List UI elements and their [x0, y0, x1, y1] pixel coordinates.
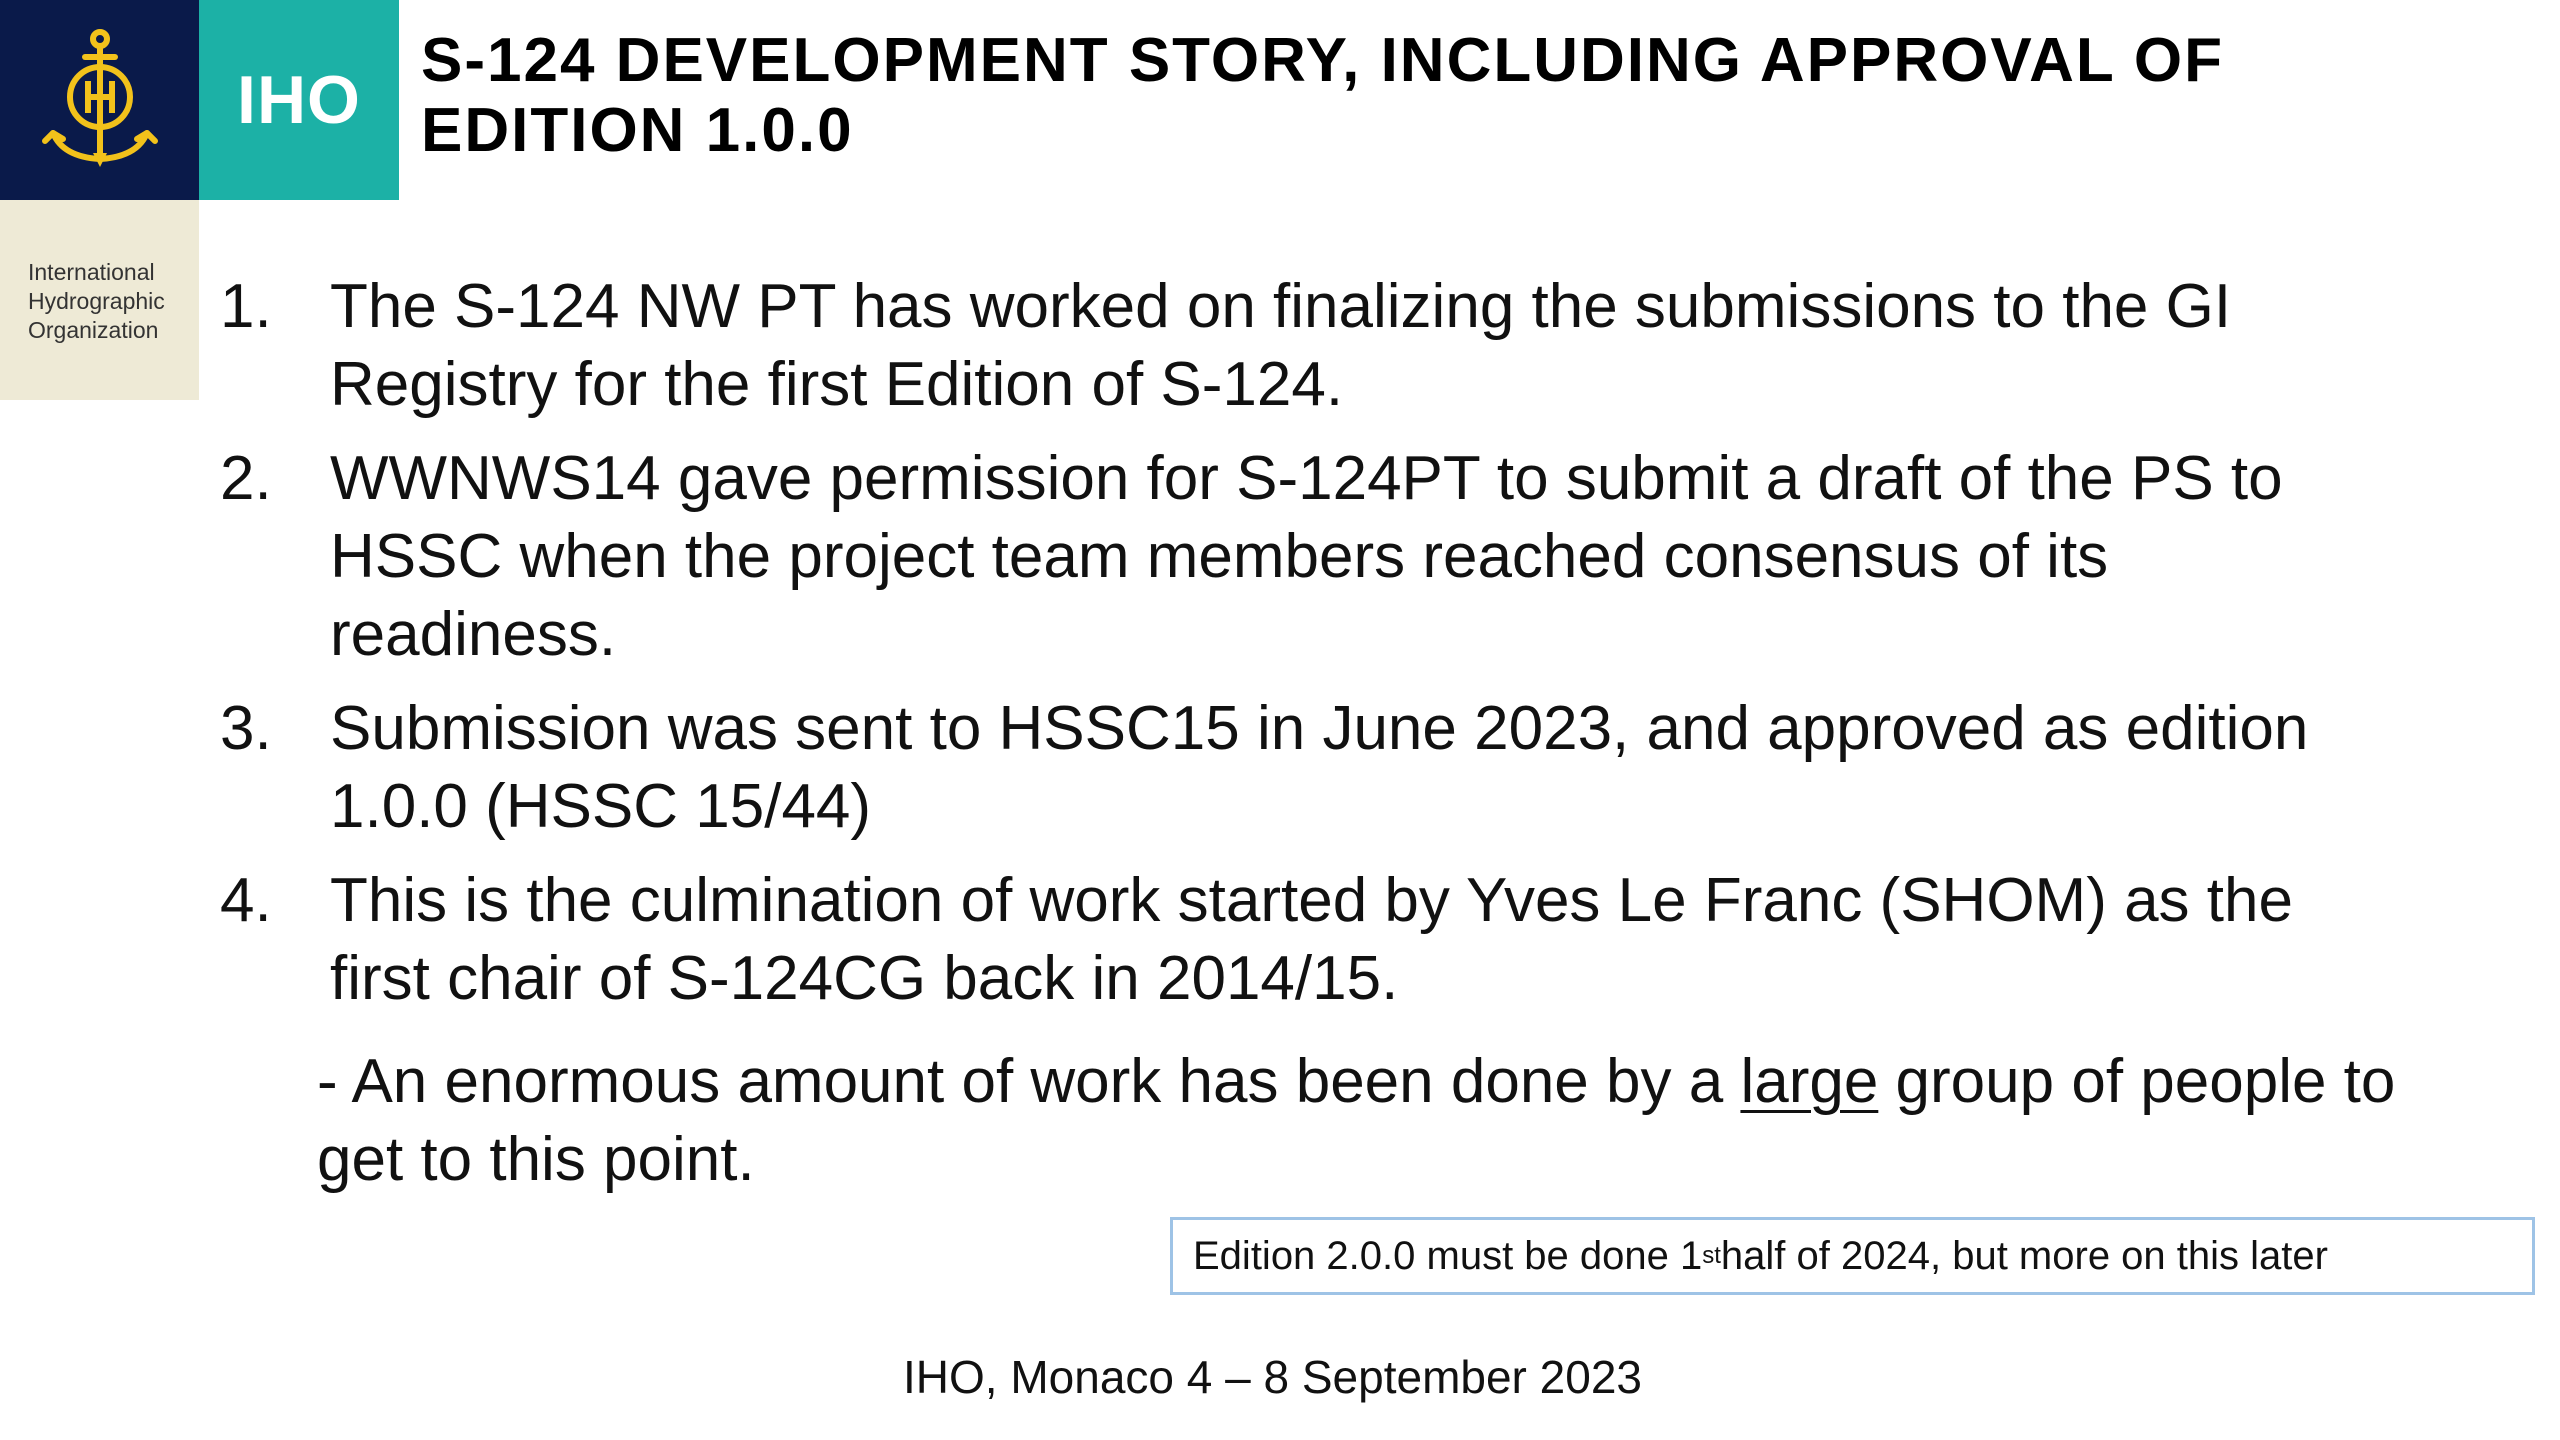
- closing-note-line-1: [317, 1043, 2395, 1121]
- list-item-number: 1.: [220, 272, 272, 341]
- list-item-1: [220, 268, 2520, 424]
- logo-iho-text: IHO: [237, 62, 361, 138]
- list-item-3: [220, 690, 2520, 846]
- closing-note-suffix: group of people to: [1878, 1047, 2396, 1116]
- numbered-list: [220, 268, 2520, 1034]
- list-item-text: first chair of S-124CG back in 2014/15.: [330, 944, 1399, 1013]
- list-item-4: [220, 862, 2520, 1018]
- list-item-text: Submission was sent to HSSC15 in June 2023, and approved as edition: [330, 694, 2309, 763]
- footer-text: IHO, Monaco 4 – 8 September 2023: [903, 1351, 1642, 1403]
- callout-box: Edition 2.0.0 must be done 1 st half of 2024, but more on this later: [1170, 1217, 2535, 1295]
- closing-note-emphasis: large: [1740, 1047, 1879, 1116]
- slide-title-line-2: EDITION 1.0.0: [421, 96, 854, 165]
- slide-title-line-1: S-124 DEVELOPMENT STORY, INCLUDING APPROVAL OF: [421, 26, 2224, 95]
- list-item-text: 1.0.0 (HSSC 15/44): [330, 772, 872, 841]
- anchor-emblem-icon: [35, 25, 165, 175]
- logo-emblem-panel: [0, 0, 199, 200]
- list-item-text: HSSC when the project team members reached consensus of its: [330, 522, 2109, 591]
- list-item-2: [220, 440, 2520, 674]
- slide-footer: [0, 1350, 2560, 1404]
- callout-text-before: Edition 2.0.0 must be done 1: [1193, 1233, 1703, 1278]
- slide-title: [421, 26, 2521, 166]
- list-item-text: This is the culmination of work started by Yves Le Franc (SHOM) as the: [330, 866, 2293, 935]
- list-item-text: WWNWS14 gave permission for S-124PT to submit a draft of the PS to: [330, 444, 2283, 513]
- list-item-number: 4.: [220, 866, 272, 935]
- list-item-number: 2.: [220, 444, 272, 513]
- closing-note: [317, 1043, 2395, 1199]
- logo-org-panel: [0, 200, 199, 400]
- logo-iho-panel: [199, 0, 399, 200]
- org-name: [28, 258, 165, 345]
- org-name-line: Hydrographic: [28, 288, 165, 314]
- org-name-line: Organization: [28, 317, 159, 343]
- list-item-text: readiness.: [330, 600, 617, 669]
- closing-note-line-2: get to this point.: [317, 1125, 755, 1194]
- list-item-text: The S-124 NW PT has worked on finalizing the submissions to the GI: [330, 272, 2232, 341]
- closing-note-prefix: - An enormous amount of work has been done by a: [317, 1047, 1741, 1116]
- callout-text-after: half of 2024, but more on this later: [1720, 1233, 2328, 1278]
- list-item-number: 3.: [220, 694, 272, 763]
- list-item-text: Registry for the first Edition of S-124.: [330, 350, 1344, 419]
- org-name-line: International: [28, 259, 155, 285]
